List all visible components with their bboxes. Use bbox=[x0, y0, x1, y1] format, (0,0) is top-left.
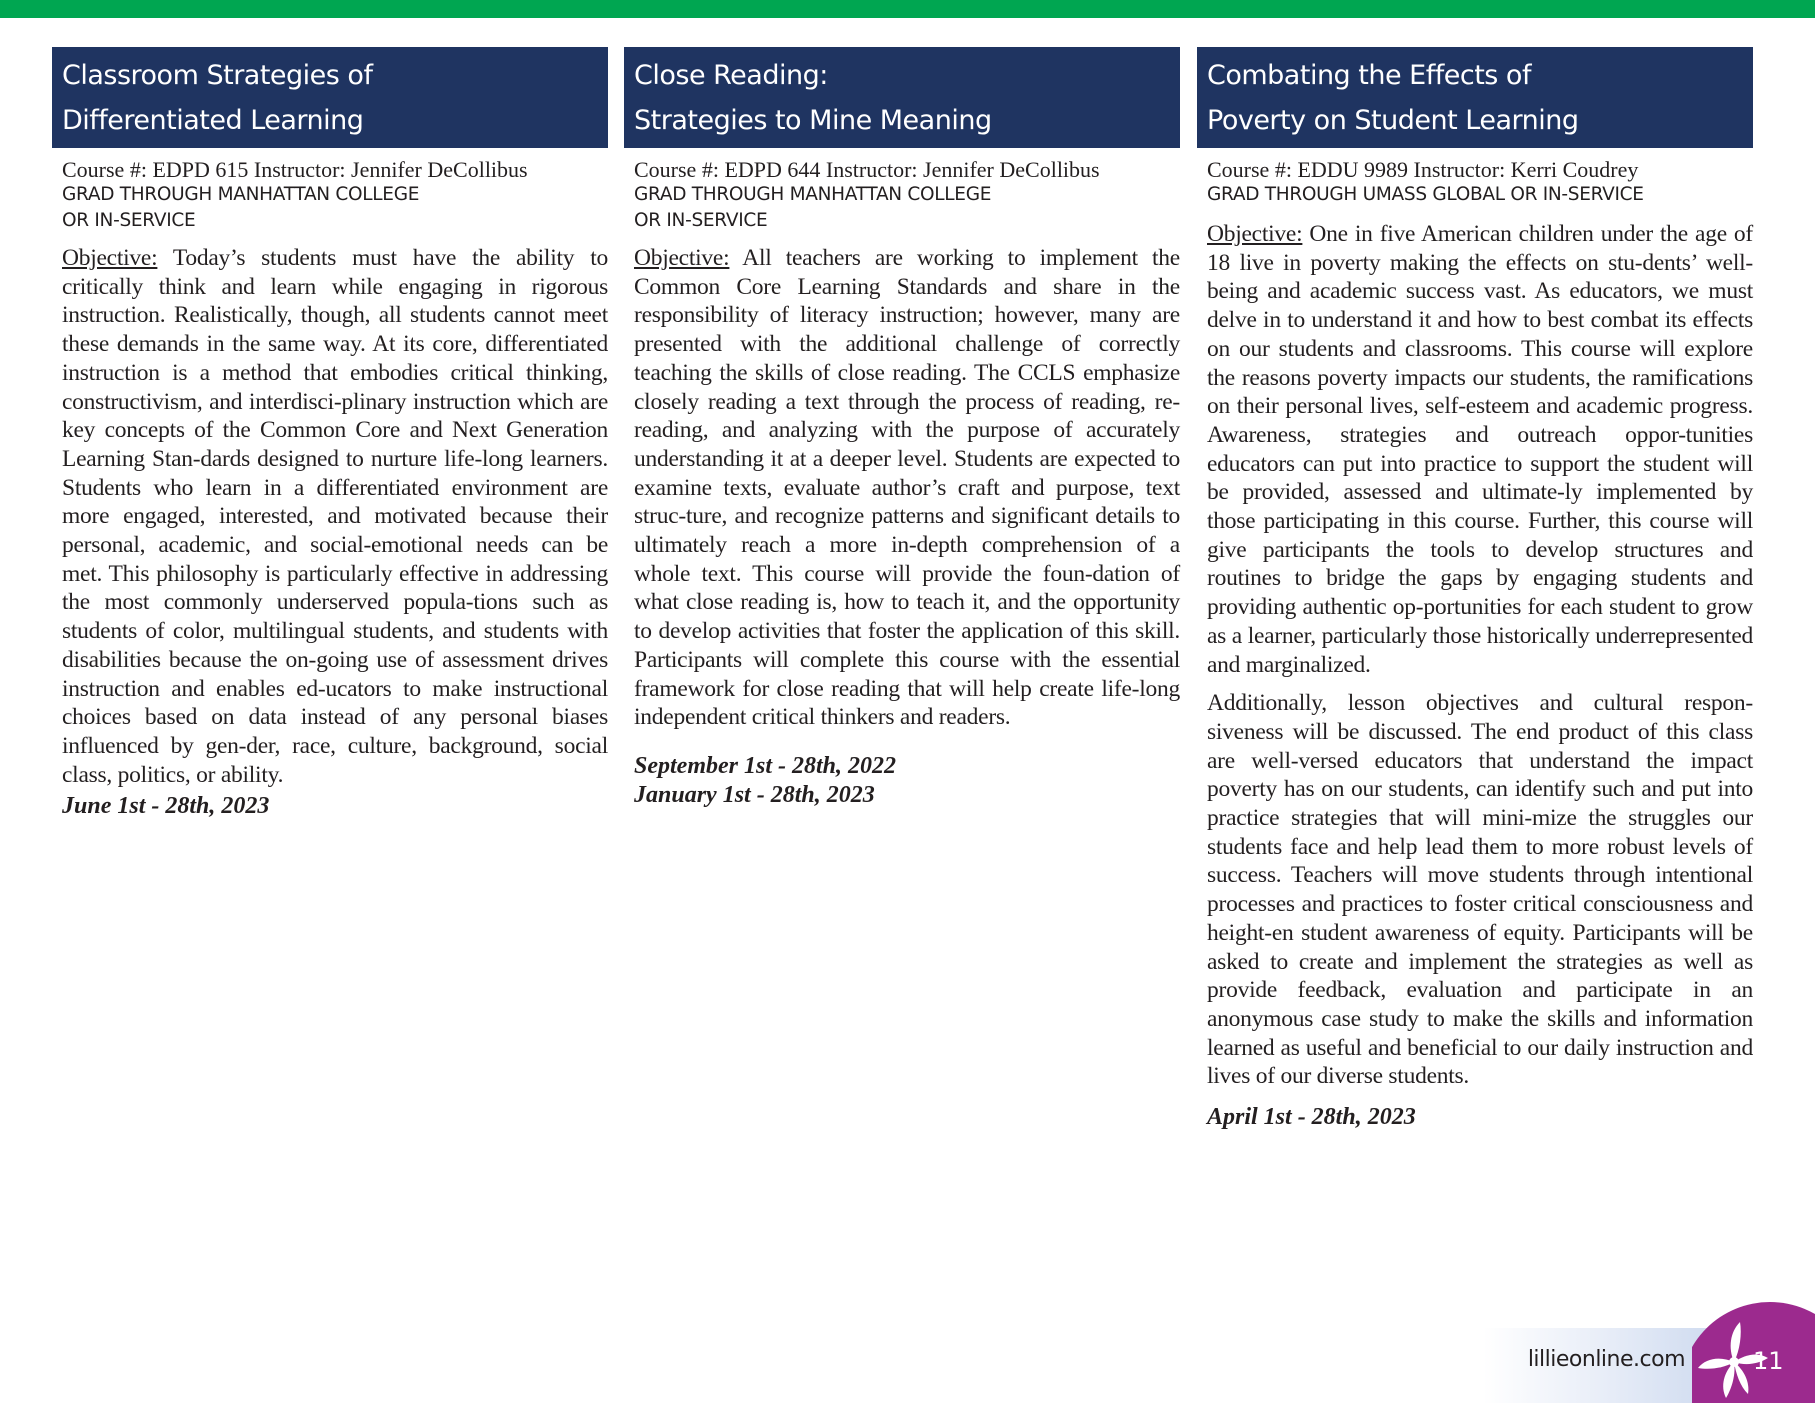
objective-paragraph bbox=[634, 244, 1180, 732]
course-title-line-2: Strategies to Mine Meaning bbox=[634, 105, 992, 136]
course-date-1: April 1st - 28th, 2023 bbox=[1207, 1104, 1416, 1131]
footer-website-link[interactable]: lillieonline.com bbox=[1527, 1347, 1685, 1372]
course-dates bbox=[634, 752, 1180, 810]
course-info: Course #: EDPD 644 Instructor: Jennifer DeCollibus bbox=[634, 157, 1100, 182]
course-date-2: January 1st - 28th, 2023 bbox=[634, 781, 875, 808]
course-body bbox=[1197, 157, 1753, 1132]
grad-line-2: OR IN-SERVICE bbox=[62, 210, 196, 231]
course-date-1: June 1st - 28th, 2023 bbox=[62, 793, 270, 820]
course-info: Course #: EDDU 9989 Instructor: Kerri Coudrey bbox=[1207, 157, 1639, 182]
course-dates bbox=[1207, 1103, 1753, 1132]
objective-text: One in five American children under the age of 18 live in poverty making the effects on stu-dents’ well-being and academic success vast. As educators, we must delve in to understand it and how to best combat its effects on our students and classrooms. This course will explore the reasons poverty impacts our students, the ramifications on their personal lives, self-esteem and academic progress. Awareness, strategies and outreach oppor-tunities educators can put into practice to support the student will be provided, assessed and ultimate-ly implemented by those participating in this course. Further, this course will give participants the tools to develop structures and routines to bridge the gaps by engaging students and providing authentic op-portunities for each student to grow as a learner, particularly those historically underrepresented and marginalized. bbox=[1207, 221, 1753, 678]
course-info: Course #: EDPD 615 Instructor: Jennifer DeCollibus bbox=[62, 157, 528, 182]
additional-paragraph: Additionally, lesson objectives and cultural respon-siveness will be discussed. The end product of this class are well-versed educators that understand the impact poverty has on our students, can identify such and put into practice strategies that will mini-mize the struggles our students face and help lead them to more robust levels of success. Teachers will move students through intentional processes and practices to foster critical consciousness and height-en student awareness of equity. Participants will be asked to create and implement the strategies as well as provide feedback, evaluation and participate in an anonymous case study to make the skills and information learned as useful and beneficial to our daily instruction and lives of our diverse students. bbox=[1207, 690, 1753, 1090]
course-date-1: September 1st - 28th, 2022 bbox=[634, 752, 896, 779]
course-body bbox=[624, 157, 1180, 810]
course-title-line-2: Differentiated Learning bbox=[62, 105, 364, 136]
course-card-differentiated-learning bbox=[52, 47, 608, 821]
objective-label: Objective: bbox=[62, 245, 158, 271]
course-title-header bbox=[1197, 47, 1753, 148]
course-body bbox=[52, 157, 608, 821]
top-accent-bar bbox=[0, 0, 1815, 18]
objective-text: All teachers are working to implement the Common Core Learning Standards and share in the responsibility of literacy instruction; however, many are presented with the additional challenge of correctly teaching the skills of close reading. The CCLS emphasize closely reading a text through the process of reading, re-reading, and analyzing with the purpose of accurately understanding it at a deeper level. Students are expected to examine texts, evaluate author’s craft and purpose, text struc-ture, and recognize patterns and significant details to ultimately reach a more in-depth comprehension of a whole text. This course will provide the foun-dation of what close reading is, how to teach it, and the opportunity to develop activities that foster the application of this skill. Participants will complete this course with the essential framework for close reading that will help create life-long independent critical thinkers and readers. bbox=[634, 245, 1180, 731]
objective-paragraph bbox=[62, 244, 608, 789]
page-number: 11 bbox=[1753, 1347, 1784, 1375]
course-card-close-reading bbox=[624, 47, 1180, 810]
course-card-poverty-effects bbox=[1197, 47, 1753, 1132]
objective-label: Objective: bbox=[1207, 221, 1303, 247]
course-title-line-2: Poverty on Student Learning bbox=[1207, 105, 1579, 136]
course-title-line-1: Close Reading: bbox=[634, 60, 828, 91]
objective-label: Objective: bbox=[634, 245, 730, 271]
objective-text: Today’s students must have the ability to critically think and learn while engaging in rigorous instruction. Realistically, though, all students cannot meet these demands in the same way. At its core, differentiated instruction is a method that embodies critical thinking, constructivism, and interdisci-plinary instruction which are key concepts of the Common Core and Next Generation Learning Stan-dards designed to nurture life-long learners. Students who learn in a differentiated environment are more engaged, interested, and motivated because their personal, academic, and social-emotional needs can be met. This philosophy is particularly effective in addressing the most commonly underserved popula-tions such as students of color, multilingual students, and students with disabilities because the on-going use of assessment drives instruction and enables ed-ucators to make instructional choices based on data instead of any personal biases influenced by gen-der, race, culture, background, social class, politics, or ability. bbox=[62, 245, 608, 788]
grad-line-1: GRAD THROUGH MANHATTAN COLLEGE bbox=[634, 184, 992, 205]
grad-line-1: GRAD THROUGH UMASS GLOBAL OR IN-SERVICE bbox=[1207, 184, 1644, 205]
course-title-header bbox=[624, 47, 1180, 148]
objective-paragraph bbox=[1207, 220, 1753, 679]
course-title-line-1: Combating the Effects of bbox=[1207, 60, 1531, 91]
course-title-header bbox=[52, 47, 608, 148]
grad-line-2: OR IN-SERVICE bbox=[634, 210, 768, 231]
grad-line-1: GRAD THROUGH MANHATTAN COLLEGE bbox=[62, 184, 420, 205]
course-dates bbox=[62, 792, 608, 821]
course-title-line-1: Classroom Strategies of bbox=[62, 60, 373, 91]
